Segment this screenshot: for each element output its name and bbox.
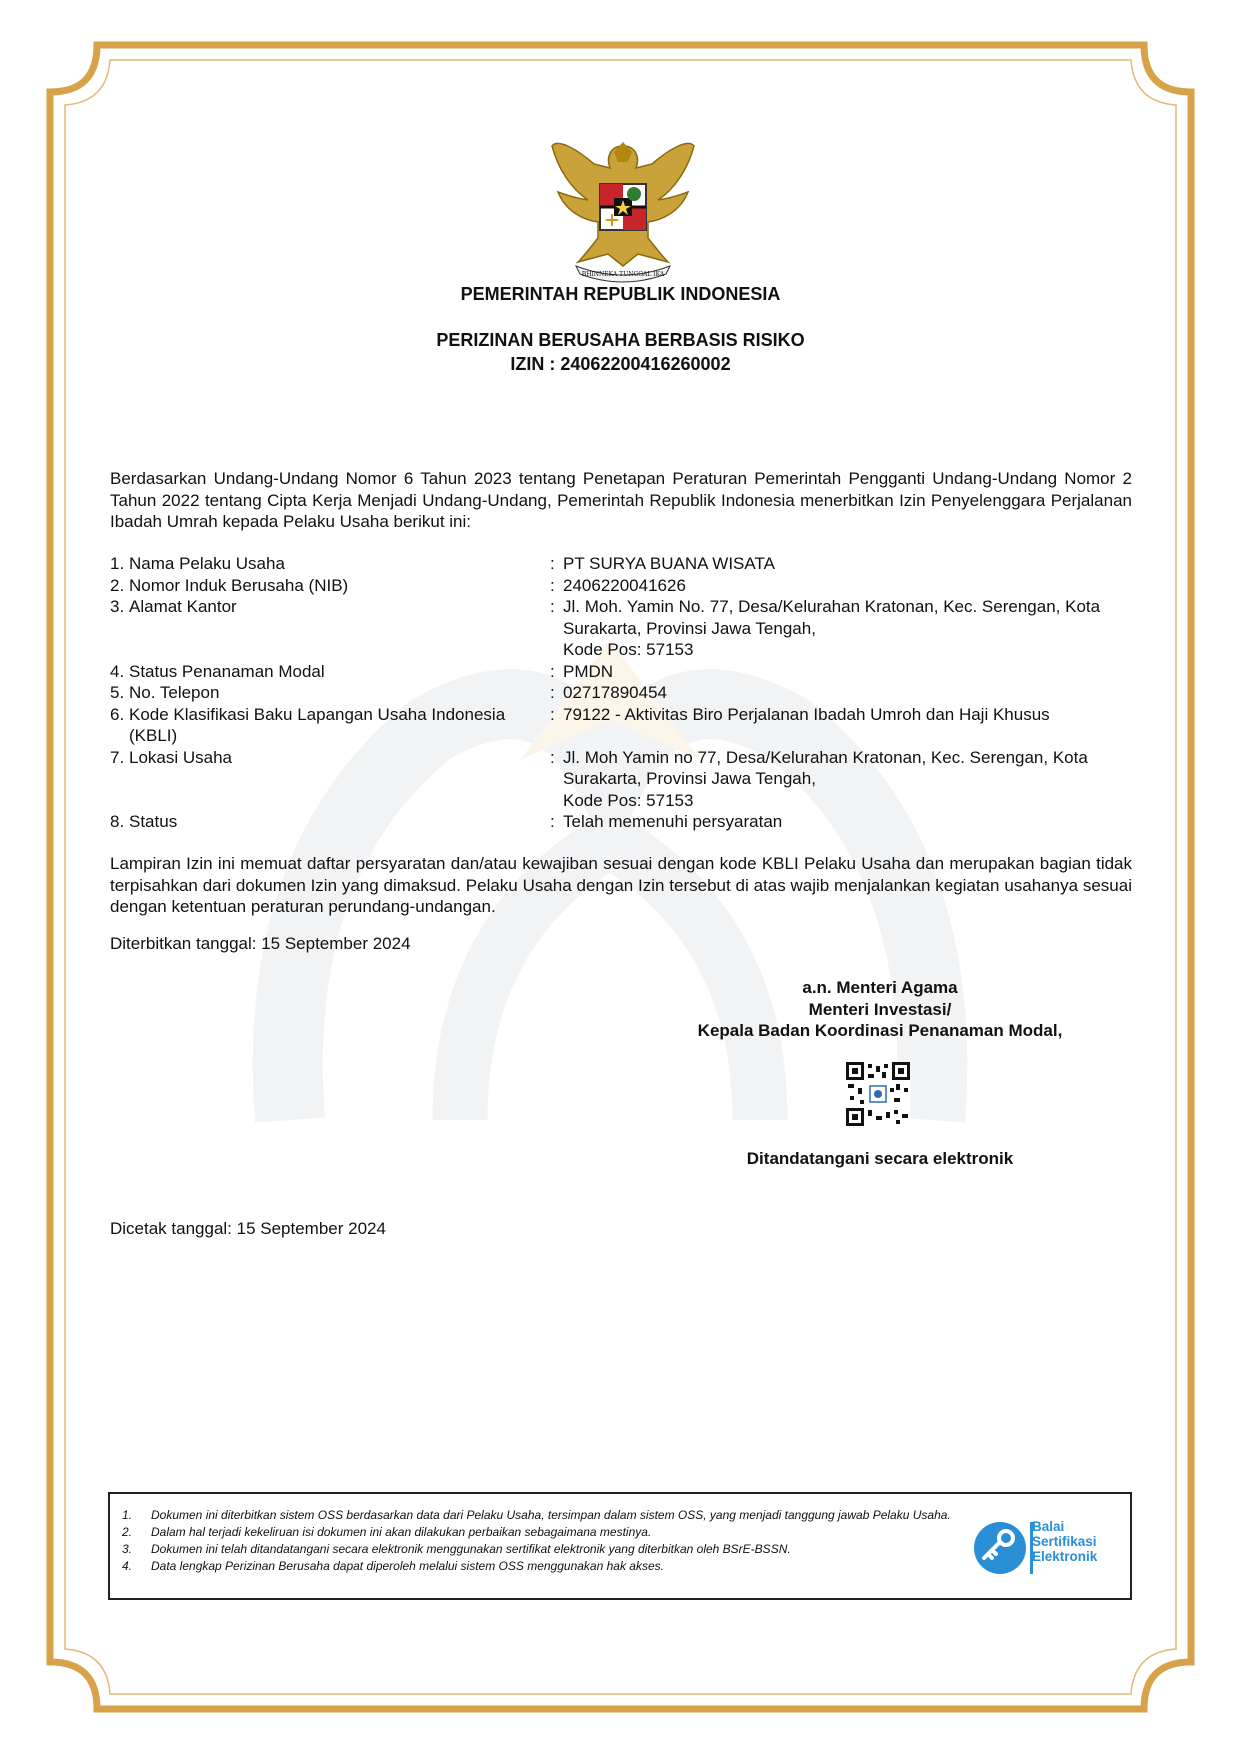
item-value: Jl. Moh. Yamin No. 77, Desa/Kelurahan Kratonan, Kec. Serengan, Kota Surakarta, Provinsi Jawa Tengah,: [563, 597, 1101, 638]
issued-date: Diterbitkan tanggal: 15 September 2024: [110, 934, 411, 953]
item-label: Status: [129, 812, 178, 831]
notes-list: [122, 1507, 982, 1575]
list-item: 1. Dokumen ini diterbitkan sistem OSS berdasarkan data dari Pelaku Usaha, tersimpan dalam sistem OSS, yang menjadi tanggung jawab Pelaku Usaha.: [122, 1508, 951, 1522]
item-value: PMDN: [563, 661, 614, 681]
list-item: 7. Lokasi Usaha : Jl. Moh Yamin no 77, Desa/Kelurahan Kratonan, Kec. Serengan, Kota Surakarta, Provinsi Jawa Tengah, Kode Pos: 57153: [110, 747, 1140, 812]
signatory-block: [640, 977, 1120, 1042]
svg-text:BHINNEKA TUNGGAL IKA: BHINNEKA TUNGGAL IKA: [581, 271, 665, 278]
list-item: 3. Alamat Kantor : Jl. Moh. Yamin No. 77, Desa/Kelurahan Kratonan, Kec. Serengan, Kota Surakarta, Provinsi Jawa Tengah, Kode Pos: 57153: [110, 596, 1140, 661]
business-details-list: [110, 553, 1140, 833]
item-label: No. Telepon: [129, 683, 220, 702]
item-value: PT SURYA BUANA WISATA: [563, 554, 775, 573]
government-title: PEMERINTAH REPUBLIK INDONESIA: [460, 284, 781, 304]
signatory-line-3: Kepala Badan Koordinasi Penanaman Modal,: [697, 1021, 1063, 1040]
list-item: 3. Dokumen ini telah ditandatangani secara elektronik menggunakan sertifikat elektronik yang diterbitkan oleh BSrE-BSSN.: [122, 1542, 791, 1556]
item-value: Telah memenuhi persyaratan: [563, 812, 783, 831]
item-label: Kode Klasifikasi Baku Lapangan Usaha Indonesia (KBLI): [129, 704, 506, 745]
item-label: Nama Pelaku Usaha: [129, 554, 285, 573]
list-item: 4. Status Penanaman Modal : PMDN: [110, 661, 1140, 683]
signatory-line-1: a.n. Menteri Agama: [802, 978, 958, 997]
list-item: 6. Kode Klasifikasi Baku Lapangan Usaha Indonesia (KBLI) : 79122 - Aktivitas Biro Perjalanan Ibadah Umroh dan Haji Khusus: [110, 704, 1140, 747]
item-value: 2406220041626: [563, 575, 686, 595]
printed-date: Dicetak tanggal: 15 September 2024: [110, 1219, 386, 1238]
list-item: 4. Data lengkap Perizinan Berusaha dapat diperoleh melalui sistem OSS menggunakan hak akses.: [122, 1559, 664, 1573]
izin-number: IZIN : 24062200416260002: [510, 354, 731, 374]
item-value-postcode: Kode Pos: 57153: [563, 640, 694, 659]
signatory-line-2: Menteri Investasi/: [808, 999, 952, 1019]
list-item: 1. Nama Pelaku Usaha : PT SURYA BUANA WISATA: [110, 553, 1140, 575]
item-value-postcode: Kode Pos: 57153: [563, 790, 694, 810]
signed-electronically-label: Ditandatangani secara elektronik: [746, 1149, 1014, 1168]
list-item: 5. No. Telepon : 02717890454: [110, 682, 1140, 704]
qr-code-icon: [846, 1062, 910, 1126]
lampiran-paragraph: Lampiran Izin ini memuat daftar persyaratan dan/atau kewajiban sesuai dengan kode KBLI Pelaku Usaha dan merupakan bagian tidak terpisahkan dari dokumen Izin yang dimaksud. Pelaku Usaha dengan Izin tersebut di atas wajib menjalankan kegiatan usahanya sesuai dengan ketentuan peraturan perundang-undangan.: [110, 854, 1132, 916]
item-label: Status Penanaman Modal: [129, 661, 325, 681]
item-label: Lokasi Usaha: [129, 747, 233, 767]
list-item: 8. Status : Telah memenuhi persyaratan: [110, 811, 1140, 833]
item-label: Alamat Kantor: [129, 597, 237, 616]
item-label: Nomor Induk Berusaha (NIB): [129, 575, 349, 595]
garuda-pancasila-emblem: [548, 128, 698, 286]
notes-box: [108, 1492, 1132, 1600]
document-title: PERIZINAN BERUSAHA BERBASIS RISIKO: [436, 330, 805, 350]
intro-paragraph: Berdasarkan Undang-Undang Nomor 6 Tahun 2023 tentang Penetapan Peraturan Pemerintah Pengganti Undang-Undang Nomor 2 Tahun 2022 tentang Cipta Kerja Menjadi Undang-Undang, Pemerintah Republik Indonesia menerbitkan Izin Penyelenggara Perjalanan Ibadah Umrah kepada Pelaku Usaha berikut ini:: [110, 469, 1132, 531]
item-value: Jl. Moh Yamin no 77, Desa/Kelurahan Kratonan, Kec. Serengan, Kota Surakarta, Provinsi Jawa Tengah,: [563, 747, 1088, 788]
list-item: 2. Dalam hal terjadi kekeliruan isi dokumen ini akan dilakukan perbaikan sebagaimana mestinya.: [122, 1525, 652, 1539]
bsre-label: Balai Sertifikasi Elektronik: [1032, 1519, 1098, 1564]
item-value: 02717890454: [563, 683, 668, 702]
item-value: 79122 - Aktivitas Biro Perjalanan Ibadah Umroh dan Haji Khusus: [563, 704, 1050, 724]
list-item: 2. Nomor Induk Berusaha (NIB) : 2406220041626: [110, 575, 1140, 597]
